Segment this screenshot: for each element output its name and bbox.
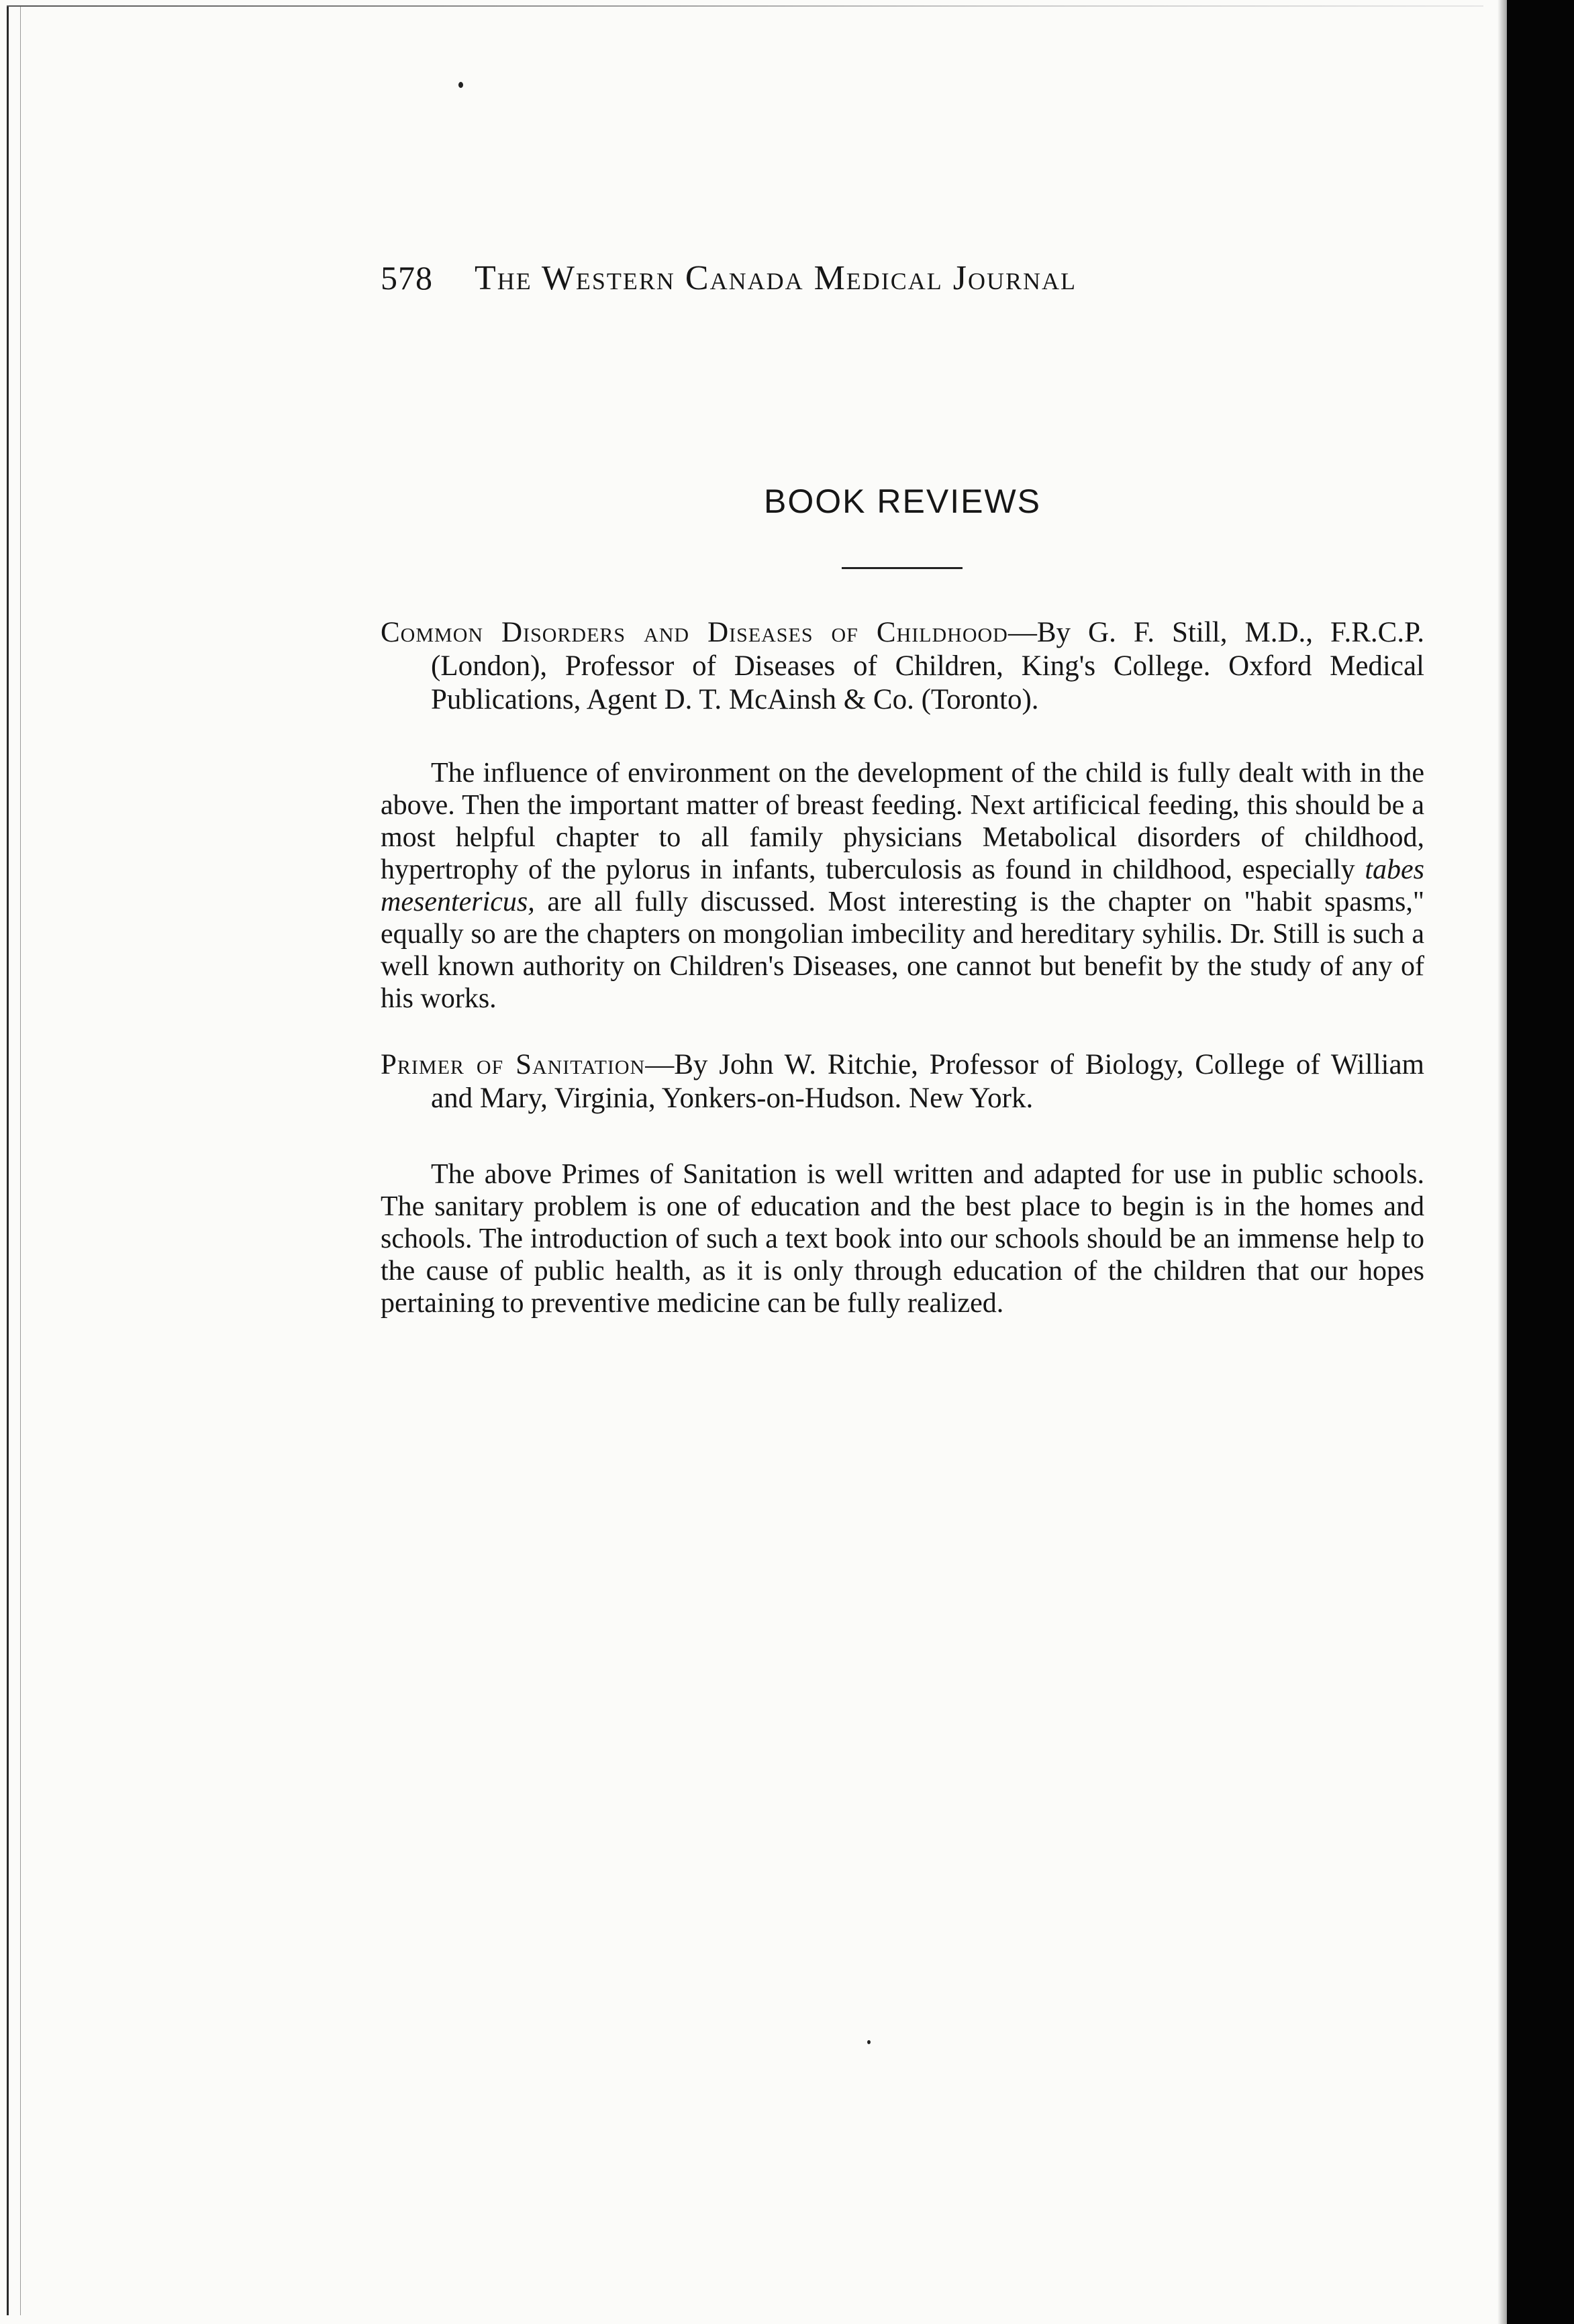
- book-title: Common Disorders and Diseases of Childhood: [381, 617, 1008, 648]
- review-text: The influence of environment on the development of the child is fully dealt with in the above. Then the important matter of breast feeding. Next artificical feeding, this should be a most helpful chapter to all family physicians Metabolical disorders of childhood, hypertrophy of the pylorus in infants, tuberculosis as found in childhood, especially: [381, 758, 1424, 885]
- binding-shadow: [1497, 0, 1507, 2324]
- review-heading: [381, 1048, 1424, 1115]
- review-body: [381, 1158, 1424, 1319]
- section-title: BOOK REVIEWS: [764, 483, 1041, 520]
- right-binding-strip: [1507, 0, 1574, 2324]
- review-text: The above Primes of Sanitation is well written and adapted for use in public schools. The sanitary problem is one of education and the best place to begin is in the homes and schools. The introduction of such a text book into our schools should be an immense help to the cause of public health, as it is only through education of the children that our hopes pertaining to preventive medicine can be fully realized.: [381, 1159, 1424, 1319]
- review-italic-term: tabes mesentericus,: [381, 854, 1424, 917]
- review-body: [381, 757, 1424, 1015]
- binding-gutter-line: [7, 7, 9, 2315]
- book-details: —By John W. Ritchie, Professor of Biology, College of William and Mary, Virginia, Yonkers-on-Hudson. New York.: [431, 1049, 1425, 1114]
- review-heading: [381, 616, 1424, 717]
- book-title: Primer of Sanitation: [381, 1049, 646, 1080]
- journal-title: The Western Canada Medical Journal: [475, 259, 1077, 297]
- page-top-edge: [7, 5, 1483, 7]
- page-number: 578: [381, 259, 433, 297]
- book-details: —By G. F. Still, M.D., F.R.C.P. (London), Professor of Diseases of Children, King's College. Oxford Medical Publications, Agent D. T. McAinsh & Co. (Toronto).: [431, 617, 1424, 715]
- running-head: [381, 258, 1273, 305]
- ink-speck: [867, 2040, 871, 2044]
- review-text: are all fully discussed. Most interesting is the chapter on "habit spasms," equally so are the chapters on mongolian imbecility and hereditary syhilis. Dr. Still is such a well known authority on Children's Diseases, one cannot but benefit by the study of any of his works.: [381, 887, 1424, 1014]
- section-divider: [842, 567, 963, 569]
- binding-gutter-line-thin: [20, 7, 21, 2315]
- ink-speck: [458, 82, 463, 88]
